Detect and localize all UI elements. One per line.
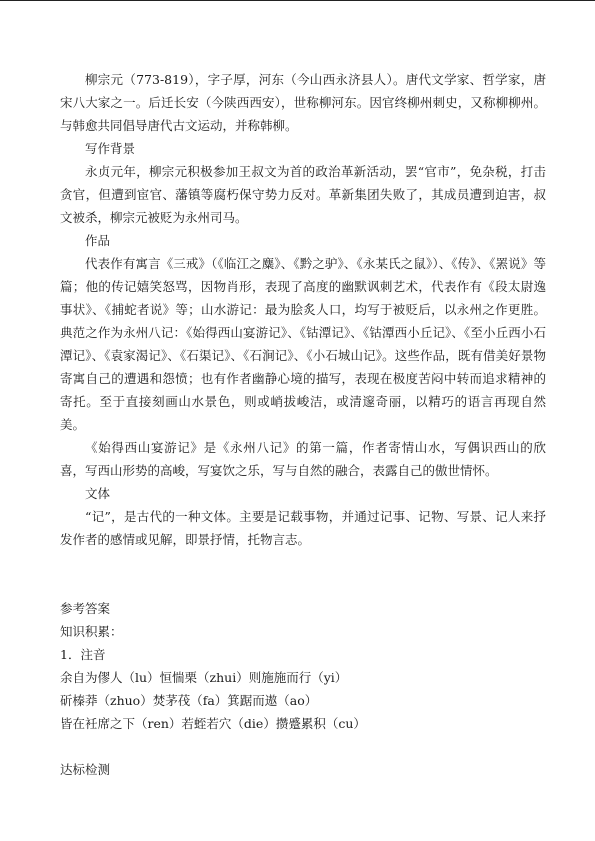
answers-line-2: 斫榛莽（zhuo）焚茅茷（fa）箕踞而遨（ao） — [60, 693, 318, 708]
document-body — [60, 68, 546, 781]
works-paragraph-2: 《始得西山宴游记》是《永州八记》的第一篇，作者寄情山水，写偶识西山的欣喜，写西山形势的高峻，写宴饮之乐，写与自然的融合，表露自己的傲世情怀。 — [60, 440, 546, 478]
section-gap — [60, 735, 546, 758]
background-heading: 写作背景 — [85, 141, 136, 156]
intro-paragraph: 柳宗元（773-819），字子厚，河东（今山西永济县人）。唐代文学家、哲学家，唐宋八大家之一。后迁长安（今陕西西安），世称柳河东。因官终柳州刺史，又称柳柳州。与韩愈共同倡导唐代古文运动，并称韩柳。 — [60, 72, 546, 133]
genre-heading: 文体 — [85, 486, 111, 501]
answers-line-1: 余自为僇人（lu）恒惴栗（zhui）则施施而行（yi） — [60, 670, 348, 685]
answers-item-title: 1．注音 — [60, 647, 106, 662]
answers-subtitle: 知识积累： — [60, 624, 123, 639]
works-paragraph-1: 代表作有寓言《三戒》（《临江之麋》、《黔之驴》、《永某氏之鼠》）、《传》、《罴说》等篇；他的传记嬉笑怒骂，因物肖形，表现了高度的幽默讽刺艺术，代表作有《段太尉逸事状》、《捕蛇者说》等；山水游记：最为脍炙人口，均写于被贬后，以永州之作更胜。典范之作为永州八记：《始得西山宴游记》、《钴潭记》、《钴潭西小丘记》、《至小丘西小石潭记》、《袁家渴记》、《石渠记》、《石涧记》、《小石城山记》。这些作品，既有借美好景物寄寓自己的遭遇和怨愤；也有作者幽静心境的描写，表现在极度苦闷中转而追求精神的寄托。至于直接刻画山水景色，则或峭拔峻洁，或清邃奇丽，以精巧的语言再现自然美。 — [60, 256, 546, 432]
works-heading: 作品 — [85, 233, 111, 248]
background-paragraph: 永贞元年，柳宗元积极参加王叔文为首的政治革新活动，罢“官市”，免杂税，打击贪官，但遭到宦官、藩镇等腐朽保守势力反对。革新集团失败了，其成员遭到迫害，叔文被杀，柳宗元被贬为永州司马。 — [60, 164, 546, 225]
top-rule — [0, 0, 595, 1]
section-gap — [60, 551, 546, 597]
genre-paragraph: “记”，是古代的一种文体。主要是记载事物，并通过记事、记物、写景、记人来抒发作者的感情或见解，即景抒情，托物言志。 — [60, 509, 546, 547]
test-title: 达标检测 — [60, 762, 111, 777]
answers-line-3: 皆在衽席之下（ren）若蛭若穴（die）攒蹙累积（cu） — [60, 716, 366, 731]
answers-title: 参考答案 — [60, 601, 111, 616]
